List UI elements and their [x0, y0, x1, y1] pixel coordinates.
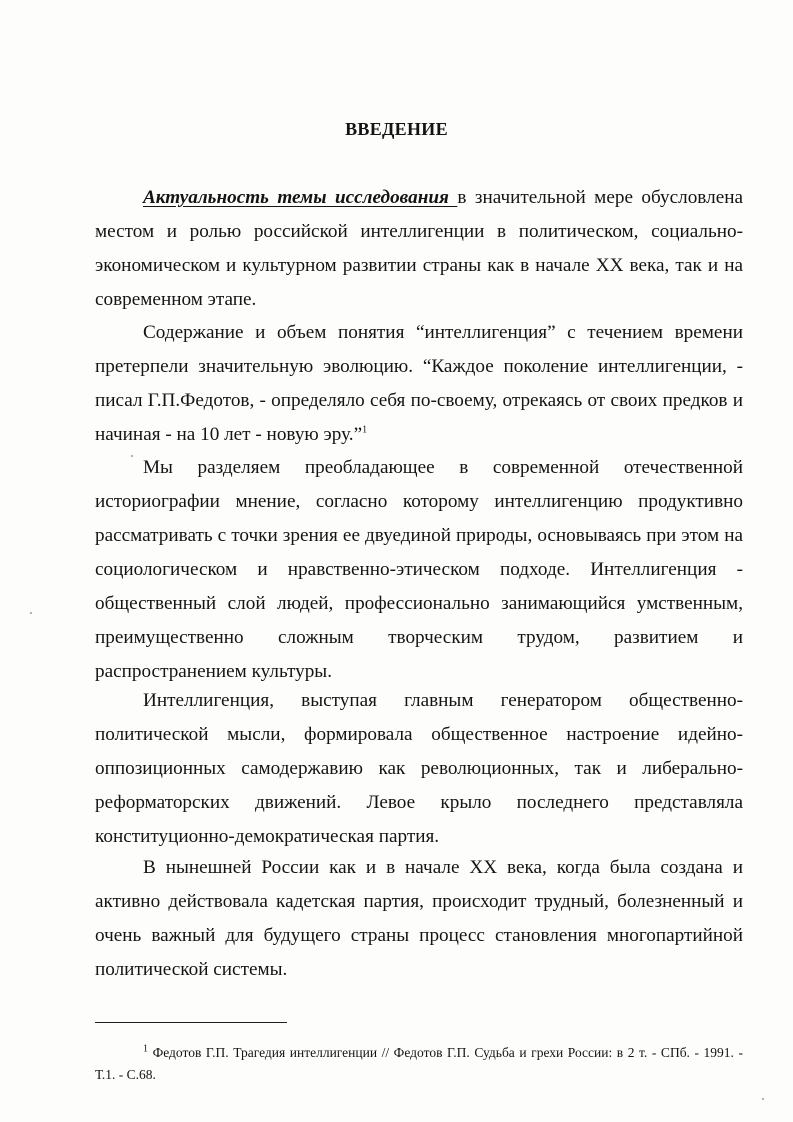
paragraph-relevance	[95, 181, 743, 317]
footnote	[95, 1042, 743, 1086]
scan-speck	[762, 1098, 764, 1100]
footnote-number: 1	[143, 1043, 148, 1055]
page-title: ВВЕДЕНИЕ	[345, 119, 448, 139]
paragraph-text: в значительной мере обусловлена местом и ролью российской интеллигенции в политическом, социально-экономическом и культурном развитии страны как в начале XX века, так и на современном этапе.	[95, 187, 743, 310]
paragraph-text: Интеллигенция, выступая главным генератором общественно-политической мысли, формировала общественное настроение идейно-оппозиционных самодержавию как революционных, так и либерально-реформаторских движений. Левое крыло последнего представляла конституционно-демократическая партия.	[95, 690, 743, 847]
paragraph-political-thought	[95, 684, 743, 854]
paragraph-text: В нынешней России как и в начале XX века, когда была создана и активно действовала кадетская партия, происходит трудный, болезненный и очень важный для будущего страны процесс становления многопартийной политической системы.	[95, 857, 743, 980]
footnote-divider	[95, 1022, 287, 1023]
paragraph-lead-phrase: Актуальность темы исследования	[143, 187, 458, 208]
paragraph-concept	[95, 316, 743, 452]
paragraph-text: Мы разделяем преобладающее в современной отечественной историографии мнение, согласно которому интеллигенцию продуктивно рассматривать с точки зрения ее двуединой природы, основываясь при этом на социологическом и нравственно-этическом подходе. Интеллигенция - общественный слой людей, профессионально занимающийся умственным, преимущественно сложным творческим трудом, развитием и распространением культуры.	[95, 457, 743, 682]
paragraph-text: Содержание и объем понятия “интеллигенция” с течением времени претерпели значительную эволюцию. “Каждое поколение интеллигенции, - писал Г.П.Федотов, - определяло себя по-своему, отрекаясь от своих предков и начиная - на 10 лет - новую эру.”	[95, 322, 743, 445]
scan-speck	[30, 612, 32, 614]
paragraph-historiography	[95, 451, 743, 689]
paragraph-modern-russia	[95, 851, 743, 987]
footnote-reference[interactable]: 1	[362, 424, 368, 436]
footnote-text: Федотов Г.П. Трагедия интеллигенции // Федотов Г.П. Судьба и грехи России: в 2 т. - СПб. - 1991. - Т.1. - С.68.	[95, 1045, 743, 1082]
scan-speck	[131, 455, 133, 457]
